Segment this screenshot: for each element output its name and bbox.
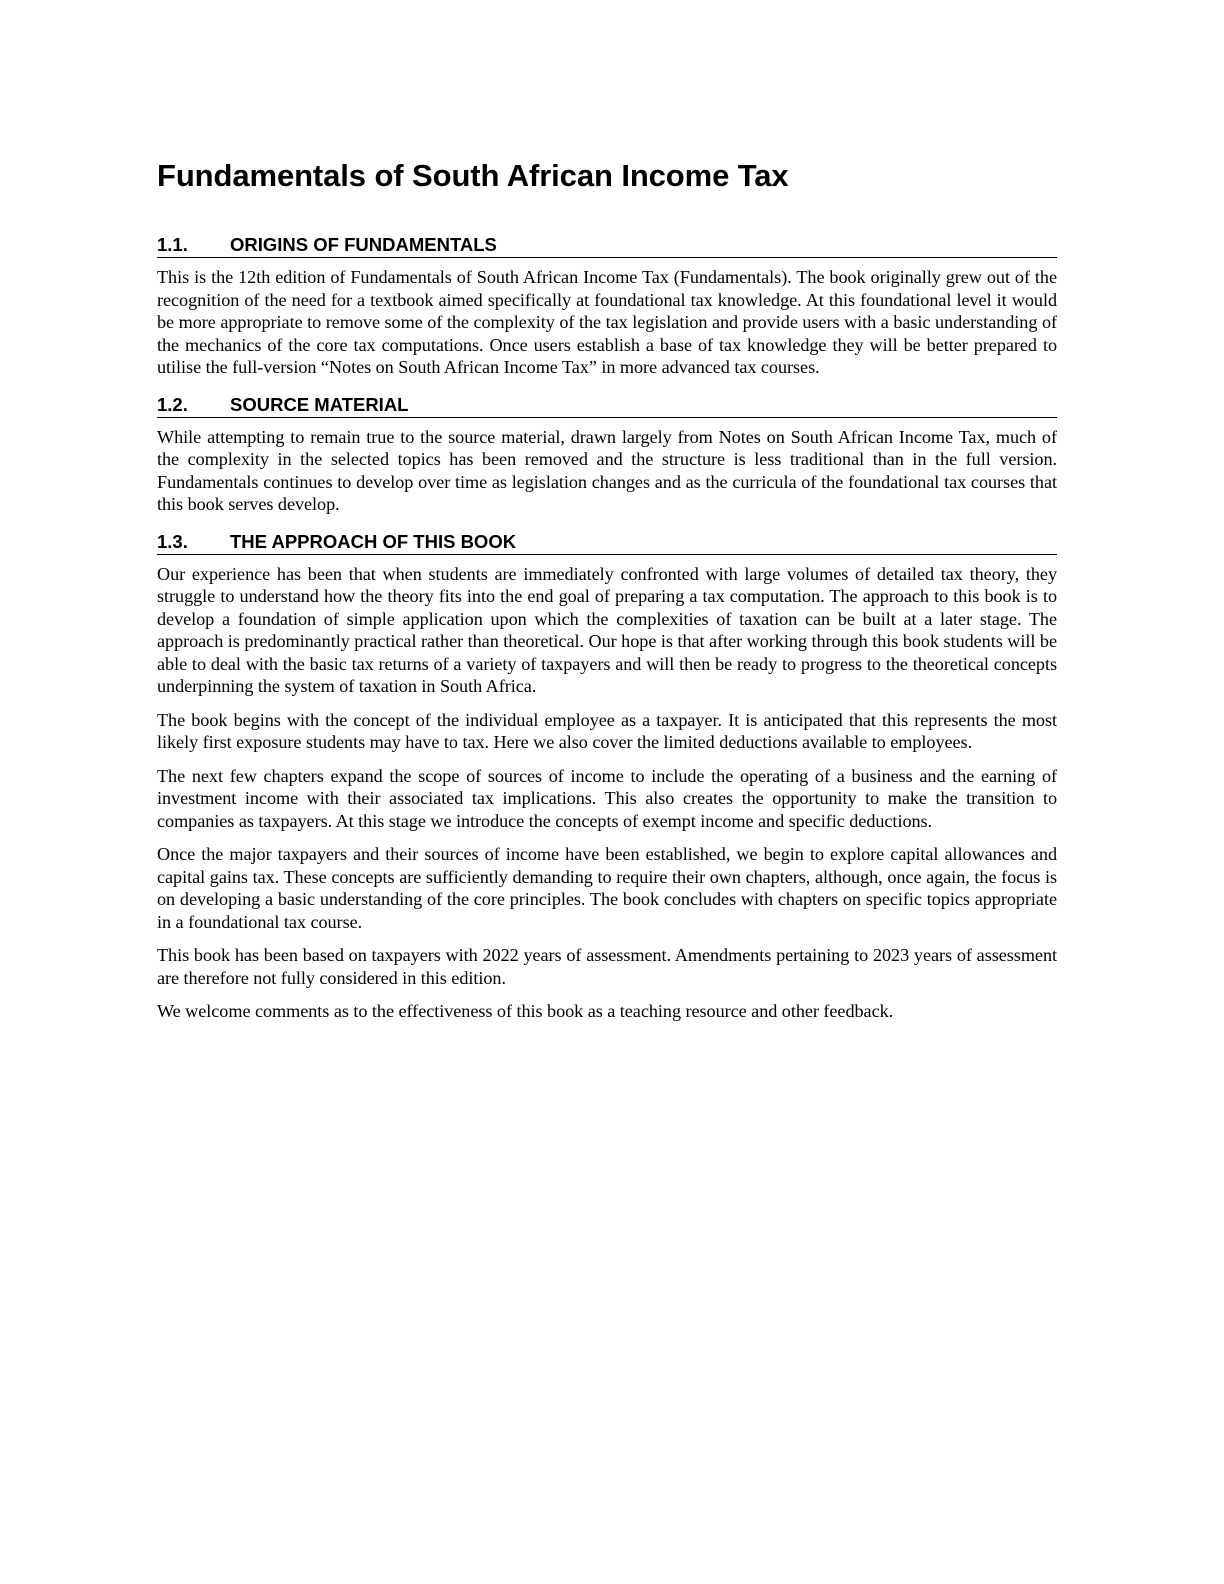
section-number: 1.3. — [157, 530, 188, 552]
section-heading — [157, 531, 1057, 555]
section-title: SOURCE MATERIAL — [230, 393, 409, 415]
section-number: 1.1. — [157, 234, 188, 255]
paragraph: This is the 12th edition of Fundamentals of South African Income Tax (Fundamentals). The book originally grew out of the recognition of the need for a textbook aimed specifically at foundational tax knowledge. At this foundational level it would be more appropriate to remove some of the complexity of the tax legislation and provide users with a basic understanding of the mechanics of the core tax computations. Once users establish a base of tax knowledge they will be better prepared to utilise the full-version “Notes on South African Income Tax” in more advanced tax courses. — [157, 267, 1057, 377]
section-heading — [157, 394, 1057, 418]
section-title: THE APPROACH OF THIS BOOK — [230, 530, 517, 552]
section-source-material — [157, 394, 1057, 516]
paragraph: Our experience has been that when students are immediately confronted with large volumes of detailed tax theory, they struggle to understand how the theory fits into the end goal of preparing a tax computation. The approach to this book is to develop a foundation of simple application upon which the complexities of taxation can be built at a later stage. The approach is predominantly practical rather than theoretical. Our hope is that after working through this book students will be able to deal with the basic tax returns of a variety of taxpayers and will then be ready to progress to the theoretical concepts underpinning the system of taxation in South Africa. — [157, 563, 1057, 696]
document-title: Fundamentals of South African Income Tax — [157, 158, 789, 193]
paragraph: Once the major taxpayers and their sources of income have been established, we begin to explore capital allowances and capital gains tax. These concepts are sufficiently demanding to require their own chapters, although, once again, the focus is on developing a basic understanding of the core principles. The book concludes with chapters on specific topics appropriate in a foundational tax course. — [157, 844, 1057, 932]
section-approach — [157, 531, 1057, 1023]
paragraph: This book has been based on taxpayers with 2022 years of assessment. Amendments pertaining to 2023 years of assessment are therefore not fully considered in this edition. — [157, 945, 1057, 988]
section-heading — [157, 234, 1057, 258]
paragraph: The next few chapters expand the scope of sources of income to include the operating of a business and the earning of investment income with their associated tax implications. This also creates the opportunity to make the transition to companies as taxpayers. At this stage we introduce the concepts of exempt income and specific deductions. — [157, 765, 1057, 831]
section-title: ORIGINS OF FUNDAMENTALS — [230, 234, 497, 255]
paragraph: The book begins with the concept of the individual employee as a taxpayer. It is anticipated that this represents the most likely first exposure students may have to tax. Here we also cover the limited deductions available to employees. — [157, 709, 1057, 752]
paragraph: While attempting to remain true to the source material, drawn largely from Notes on South African Income Tax, much of the complexity in the selected topics has been removed and the structure is less traditional than in the full version. Fundamentals continues to develop over time as legislation changes and as the curricula of the foundational tax courses that this book serves develop. — [157, 426, 1057, 514]
section-number: 1.2. — [157, 393, 188, 415]
section-origins — [157, 234, 1057, 379]
paragraph: We welcome comments as to the effectiveness of this book as a teaching resource and other feedback. — [157, 1001, 894, 1021]
document-page — [157, 155, 1057, 1038]
